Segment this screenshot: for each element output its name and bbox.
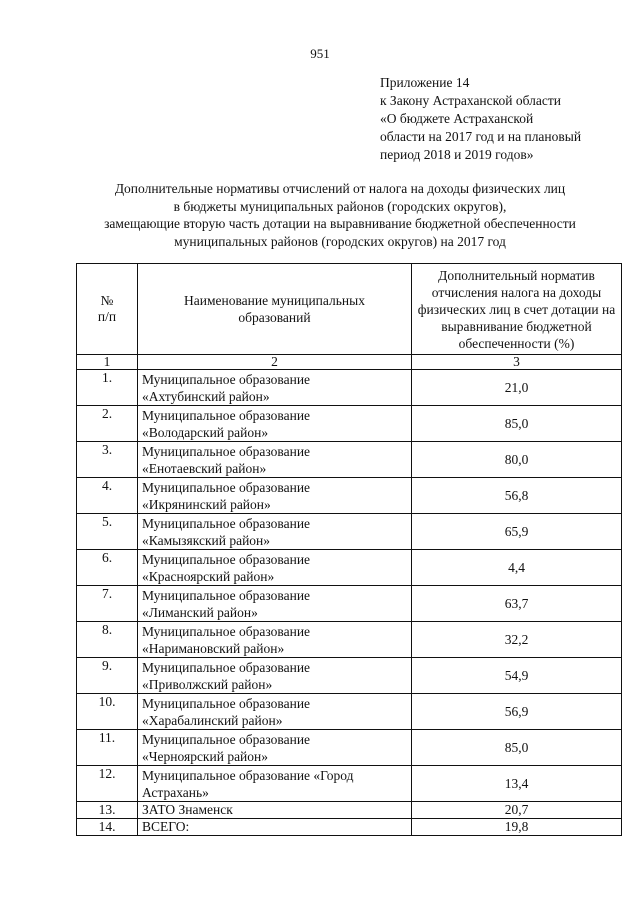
table-row (77, 730, 622, 766)
name-line: «Енотаевский район» (142, 460, 267, 476)
document-title (60, 180, 620, 250)
row-number: 12. (77, 766, 138, 802)
municipality-name (138, 514, 412, 550)
norm-value: 54,9 (412, 658, 622, 694)
row-number: 13. (77, 802, 138, 819)
column-number-row (77, 355, 622, 370)
name-line: «Икрянинский район» (142, 496, 271, 512)
norm-value: 80,0 (412, 442, 622, 478)
name-line: «Харабалинский район» (142, 712, 283, 728)
appendix-line: области на 2017 год и на плановый (380, 129, 582, 144)
row-number: 1. (77, 370, 138, 406)
name-line: «Черноярский район» (142, 748, 269, 764)
table-row (77, 802, 622, 819)
table-row (77, 406, 622, 442)
municipality-name (138, 766, 412, 802)
municipality-name (138, 478, 412, 514)
title-line: замещающие вторую часть дотации на выравнивание бюджетной обеспеченности (104, 216, 576, 231)
norms-table (76, 263, 622, 836)
name-line: Муниципальное образование (142, 443, 311, 459)
norm-value: 21,0 (412, 370, 622, 406)
name-line: Муниципальное образование (142, 479, 311, 495)
title-line: Дополнительные нормативы отчислений от налога на доходы физических лиц (114, 181, 566, 196)
name-line: «Камызякский район» (142, 532, 271, 548)
norm-value: 65,9 (412, 514, 622, 550)
name-line: Муниципальное образование «Город (142, 767, 354, 783)
table-row (77, 370, 622, 406)
page-number: 951 (310, 46, 330, 61)
municipality-name (138, 370, 412, 406)
municipality-name (138, 819, 412, 836)
row-number: 11. (77, 730, 138, 766)
row-number: 7. (77, 586, 138, 622)
table-row (77, 819, 622, 836)
norm-value: 4,4 (412, 550, 622, 586)
row-number: 4. (77, 478, 138, 514)
name-line: «Приволжский район» (142, 676, 273, 692)
municipality-name (138, 406, 412, 442)
row-number: 10. (77, 694, 138, 730)
appendix-line: к Закону Астраханской области (380, 93, 562, 108)
appendix-line: период 2018 и 2019 годов» (380, 147, 534, 162)
municipality-name (138, 550, 412, 586)
name-line: Муниципальное образование (142, 623, 311, 639)
norm-value: 20,7 (412, 802, 622, 819)
name-line: Муниципальное образование (142, 551, 311, 567)
table-row (77, 622, 622, 658)
table-header-row (77, 264, 622, 355)
row-number: 3. (77, 442, 138, 478)
name-line: «Наримановский район» (142, 640, 285, 656)
title-line: муниципальных районов (городских округов) на 2017 год (174, 233, 506, 249)
norm-value: 56,8 (412, 478, 622, 514)
name-line: Муниципальное образование (142, 695, 311, 711)
header-norm: Дополнительный норматив отчисления налога на доходы физических лиц в счет дотации на выравнивание бюджетной обеспеченности (%) (412, 264, 622, 355)
name-line: Муниципальное образование (142, 371, 311, 387)
norm-value: 85,0 (412, 406, 622, 442)
name-line: Муниципальное образование (142, 515, 311, 531)
table-row (77, 442, 622, 478)
row-number: 14. (77, 819, 138, 836)
name-line: Астрахань» (142, 784, 209, 800)
header-name: Наименование муниципальных образований (138, 264, 412, 355)
appendix-line: «О бюджете Астраханской (380, 111, 534, 126)
name-line: «Красноярский район» (142, 568, 275, 584)
name-line: Муниципальное образование (142, 407, 311, 423)
table-row (77, 586, 622, 622)
row-number: 6. (77, 550, 138, 586)
municipality-name (138, 586, 412, 622)
municipality-name (138, 658, 412, 694)
norm-value: 85,0 (412, 730, 622, 766)
norm-value: 13,4 (412, 766, 622, 802)
column-number: 2 (138, 355, 412, 370)
row-number: 9. (77, 658, 138, 694)
name-line: Муниципальное образование (142, 731, 311, 747)
appendix-reference (380, 74, 581, 164)
table-row (77, 766, 622, 802)
title-line: в бюджеты муниципальных районов (городских округов), (173, 198, 507, 214)
row-number: 2. (77, 406, 138, 442)
table-row (77, 478, 622, 514)
municipality-name (138, 802, 412, 819)
name-line: «Лиманский район» (142, 604, 258, 620)
appendix-line: Приложение 14 (380, 75, 470, 90)
row-number: 8. (77, 622, 138, 658)
table-row (77, 658, 622, 694)
norm-value: 56,9 (412, 694, 622, 730)
norm-value: 63,7 (412, 586, 622, 622)
name-line: Муниципальное образование (142, 659, 311, 675)
municipality-name (138, 694, 412, 730)
header-number: № п/п (77, 264, 138, 355)
table-row (77, 550, 622, 586)
column-number: 3 (412, 355, 622, 370)
row-number: 5. (77, 514, 138, 550)
name-line: «Володарский район» (142, 424, 269, 440)
municipality-name (138, 730, 412, 766)
name-line: Муниципальное образование (142, 587, 311, 603)
name-line: ЗАТО Знаменск (142, 802, 233, 817)
municipality-name (138, 622, 412, 658)
column-number: 1 (77, 355, 138, 370)
municipality-name (138, 442, 412, 478)
table-row (77, 514, 622, 550)
name-line: ВСЕГО: (142, 819, 190, 834)
norm-value: 19,8 (412, 819, 622, 836)
norm-value: 32,2 (412, 622, 622, 658)
name-line: «Ахтубинский район» (142, 388, 270, 404)
table-row (77, 694, 622, 730)
